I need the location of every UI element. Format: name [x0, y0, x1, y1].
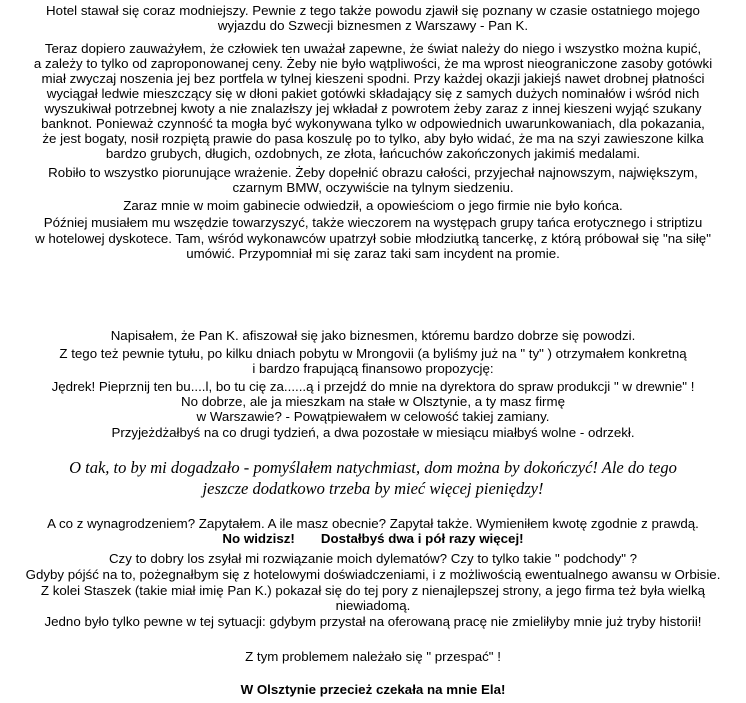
- paragraph-line: miał zwyczaj noszenia jej bez portfela w tylnej kieszeni spodni. Przy każdej okazji jakiejś nawet drobnej płatności: [41, 71, 705, 86]
- paragraph-line: że jest bogaty, nosił rozpiętą prawie do pasa koszulę po to tylko, aby było widać, że ma na szyi zawieszone kilka: [42, 131, 704, 146]
- final-bold-line: W Olsztynie przecież czekała na mnie Ela!: [240, 682, 506, 697]
- paragraph-line: i bardzo frapującą finansowo propozycję:: [252, 361, 494, 376]
- paragraph-line: w Warszawie? - Powątpiewałem w celowość takiej zamiany.: [196, 409, 550, 424]
- paragraph-line: Jedno było tylko pewne w tej sytuacji: gdybym przystał na oferowaną pracę nie zmieliłyby mnie już tryby historii!: [44, 614, 702, 629]
- closing-line: Z tym problemem należało się " przespać" !: [245, 649, 501, 664]
- paragraph-line: Zaraz mnie w moim gabinecie odwiedził, a opowieściom o jego firmie nie było końca.: [123, 198, 623, 213]
- paragraph-line: No dobrze, ale ja mieszkam na stałe w Olsztynie, a ty masz firmę: [181, 394, 565, 409]
- paragraph-line: a zależy to tylko od zaproponowanej ceny. Żeby nie było wątpliwości, że ma wprost nieograniczone zasoby gotówki: [33, 56, 713, 71]
- italic-thought-line: O tak, to by mi dogadzało - pomyślałem natychmiast, dom można by dokończyć! Ale do tego: [69, 458, 677, 477]
- bold-exclamation-line: [0, 531, 746, 546]
- paragraph-line: wyjazdu do Szwecji biznesmen z Warszawy - Pan K.: [217, 18, 529, 33]
- paragraph-line: A co z wynagrodzeniem? Zapytałem. A ile masz obecnie? Zapytał także. Wymieniłem kwotę zgodnie z prawdą.: [47, 516, 699, 531]
- paragraph-line: w hotelowej dyskotece. Tam, wśród wykonawców upatrzył sobie młodziutką tancerkę, z którą próbował się "na siłę": [35, 231, 711, 246]
- paragraph-line: wyciągał ledwie mieszczący się w dłoni pakiet gotówki składający się z samych dużych nominałów i wśród nich: [46, 86, 700, 101]
- paragraph-line: Napisałem, że Pan K. afiszował się jako biznesmen, któremu bardzo dobrze się powodzi.: [110, 328, 636, 343]
- paragraph-line: niewiadomą.: [335, 598, 411, 613]
- paragraph-line: banknot. Ponieważ czynność ta mogła być wykonywana tylko w odpowiednich uwarunkowaniach, dla pokazania,: [41, 116, 705, 131]
- paragraph-line: Robiło to wszystko piorunujące wrażenie. Żeby dopełnić obrazu całości, przyjechał najnowszym, największym,: [48, 165, 698, 180]
- paragraph-line: Przyjeżdżałbyś na co drugi tydzień, a dwa pozostałe w miesiącu miałbyś wolne - odrzekł.: [111, 425, 635, 440]
- paragraph-line: czarnym BMW, oczywiście na tylnym siedzeniu.: [232, 180, 514, 195]
- paragraph-line: umówić. Przypomniał mi się zaraz taki sam incydent na promie.: [186, 246, 560, 261]
- bold-phrase-left: No widzisz!: [222, 531, 295, 546]
- paragraph-line: Czy to dobry los zsyłał mi rozwiązanie moich dylematów? Czy to tylko takie " podchody" ?: [108, 551, 638, 566]
- paragraph-line: Gdyby pójść na to, pożegnałbym się z hotelowymi doświadczeniami, i z możliwością ewentualnego awansu w Orbisie.: [25, 567, 721, 582]
- paragraph-line: Jędrek! Pieprznij ten bu....l, bo tu cię za......ą i przejdź do mnie na dyrektora do spraw produkcji " w drewnie" !: [51, 379, 695, 394]
- paragraph-line: Teraz dopiero zauważyłem, że człowiek ten uważał zapewne, że świat należy do niego i wszystko można kupić,: [44, 41, 702, 56]
- paragraph-line: Hotel stawał się coraz modniejszy. Pewnie z tego także powodu zjawił się poznany w czasie ostatniego mojego: [46, 3, 700, 18]
- paragraph-line: wyszukiwał potrzebnej kwoty a nie znalazłszy jej wkładał z powrotem żeby zaraz z innej kieszeni wyjąć szukany: [44, 101, 702, 116]
- paragraph-line: Z tego też pewnie tytułu, po kilku dniach pobytu w Mrongovii (a byliśmy już na " ty" ) otrzymałem konkretną: [59, 346, 687, 361]
- paragraph-line: bardzo grubych, długich, ozdobnych, ze złota, łańcuchów zakończonych jakimiś medalami.: [105, 146, 641, 161]
- paragraph-line: Później musiałem mu wszędzie towarzyszyć, także wieczorem na występach grupy tańca erotycznego i striptizu: [43, 215, 703, 230]
- paragraph-line: Z kolei Staszek (takie miał imię Pan K.) pokazał się do tej pory z nienajlepszej strony, a jego firma też była wielką: [40, 583, 706, 598]
- bold-phrase-right: Dostałbyś dwa i pół razy więcej!: [320, 531, 524, 546]
- italic-thought-line: jeszcze dodatkowo trzeba by mieć więcej pieniędzy!: [202, 479, 544, 498]
